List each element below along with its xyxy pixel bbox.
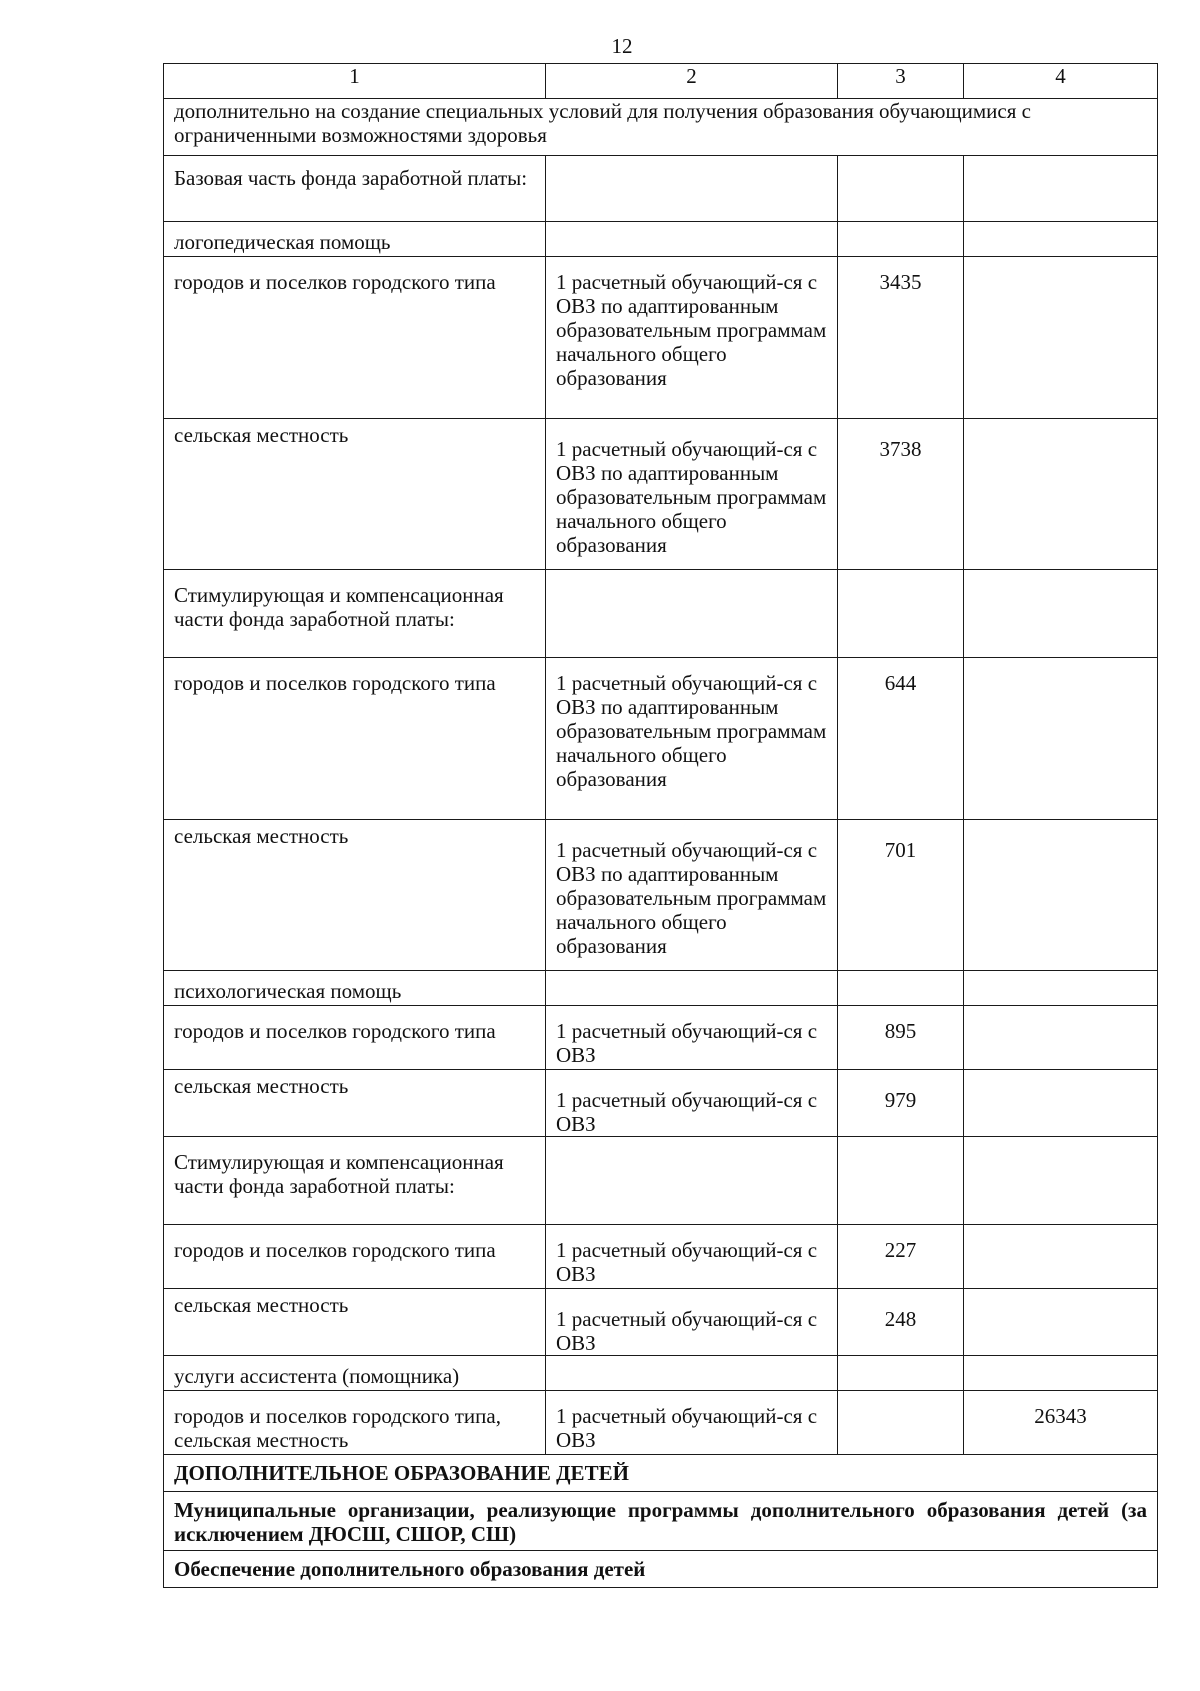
table-row xyxy=(164,1391,1158,1455)
table-row xyxy=(164,419,1158,570)
section-row xyxy=(164,1455,1158,1492)
unit-cell: 1 расчетный обучающий-ся с ОВЗ по адаптированным образовательным программам начального общего образования xyxy=(546,658,838,820)
value-cell: 644 xyxy=(838,658,964,820)
section-additional-education: ДОПОЛНИТЕЛЬНОЕ ОБРАЗОВАНИЕ ДЕТЕЙ xyxy=(164,1455,1158,1492)
table-row xyxy=(164,570,1158,658)
value-cell: 26343 xyxy=(964,1391,1158,1455)
unit-cell: 1 расчетный обучающий-ся с ОВЗ по адаптированным образовательным программам начального общего образования xyxy=(546,257,838,419)
unit-cell: 1 расчетный обучающий-ся с ОВЗ xyxy=(546,1391,838,1455)
row-label-rural: сельская местность xyxy=(164,419,546,570)
header-col-1: 1 xyxy=(164,64,546,99)
row-label-speech-help: логопедическая помощь xyxy=(164,222,546,257)
table-row xyxy=(164,971,1158,1006)
row-label-stim-part: Стимулирующая и компенсационная части фонда заработной платы: xyxy=(164,570,546,658)
table-row xyxy=(164,257,1158,419)
value-cell: 227 xyxy=(838,1225,964,1289)
table-header-row xyxy=(164,64,1158,99)
value-cell: 979 xyxy=(838,1070,964,1137)
row-label-urban: городов и поселков городского типа xyxy=(164,658,546,820)
norms-table xyxy=(163,63,1158,1588)
header-col-3: 3 xyxy=(838,64,964,99)
header-col-4: 4 xyxy=(964,64,1158,99)
table-row xyxy=(164,1006,1158,1070)
unit-cell: 1 расчетный обучающий-ся с ОВЗ по адаптированным образовательным программам начального общего образования xyxy=(546,820,838,971)
table-row xyxy=(164,1289,1158,1356)
row-label-rural: сельская местность xyxy=(164,820,546,971)
section-row xyxy=(164,1492,1158,1551)
table-row xyxy=(164,1137,1158,1225)
table-row xyxy=(164,820,1158,971)
table-row xyxy=(164,658,1158,820)
value-cell: 3738 xyxy=(838,419,964,570)
value-cell: 3435 xyxy=(838,257,964,419)
unit-cell: 1 расчетный обучающий-ся с ОВЗ по адаптированным образовательным программам начального общего образования xyxy=(546,419,838,570)
header-col-2: 2 xyxy=(546,64,838,99)
section-row xyxy=(164,1551,1158,1588)
table-row xyxy=(164,1070,1158,1137)
table-row xyxy=(164,1225,1158,1289)
row-label-assistant: услуги ассистента (помощника) xyxy=(164,1356,546,1391)
section-intro-row xyxy=(164,99,1158,156)
value-cell: 701 xyxy=(838,820,964,971)
section-municipal-orgs: Муниципальные организации, реализующие программы дополнительного образования детей (за исключением ДЮСШ, СШОР, СШ) xyxy=(164,1492,1158,1551)
row-label-urban: городов и поселков городского типа xyxy=(164,257,546,419)
section-provision: Обеспечение дополнительного образования детей xyxy=(164,1551,1158,1588)
row-label-psych-help: психологическая помощь xyxy=(164,971,546,1006)
row-label-rural: сельская местность xyxy=(164,1289,546,1356)
unit-cell: 1 расчетный обучающий-ся с ОВЗ xyxy=(546,1070,838,1137)
value-cell: 248 xyxy=(838,1289,964,1356)
unit-cell: 1 расчетный обучающий-ся с ОВЗ xyxy=(546,1225,838,1289)
row-label-base-part: Базовая часть фонда заработной платы: xyxy=(164,156,546,222)
section-intro: дополнительно на создание специальных условий для получения образования обучающимися с ограниченными возможностями здоровья xyxy=(164,99,1158,156)
row-label-urban-rural: городов и поселков городского типа, сельская местность xyxy=(164,1391,546,1455)
page-number: 12 xyxy=(611,34,633,58)
row-label-urban: городов и поселков городского типа xyxy=(164,1225,546,1289)
unit-cell: 1 расчетный обучающий-ся с ОВЗ xyxy=(546,1006,838,1070)
table-row xyxy=(164,1356,1158,1391)
value-cell: 895 xyxy=(838,1006,964,1070)
table-row xyxy=(164,222,1158,257)
row-label-rural: сельская местность xyxy=(164,1070,546,1137)
row-label-urban: городов и поселков городского типа xyxy=(164,1006,546,1070)
unit-cell: 1 расчетный обучающий-ся с ОВЗ xyxy=(546,1289,838,1356)
table-row xyxy=(164,156,1158,222)
row-label-stim-part: Стимулирующая и компенсационная части фонда заработной платы: xyxy=(164,1137,546,1225)
